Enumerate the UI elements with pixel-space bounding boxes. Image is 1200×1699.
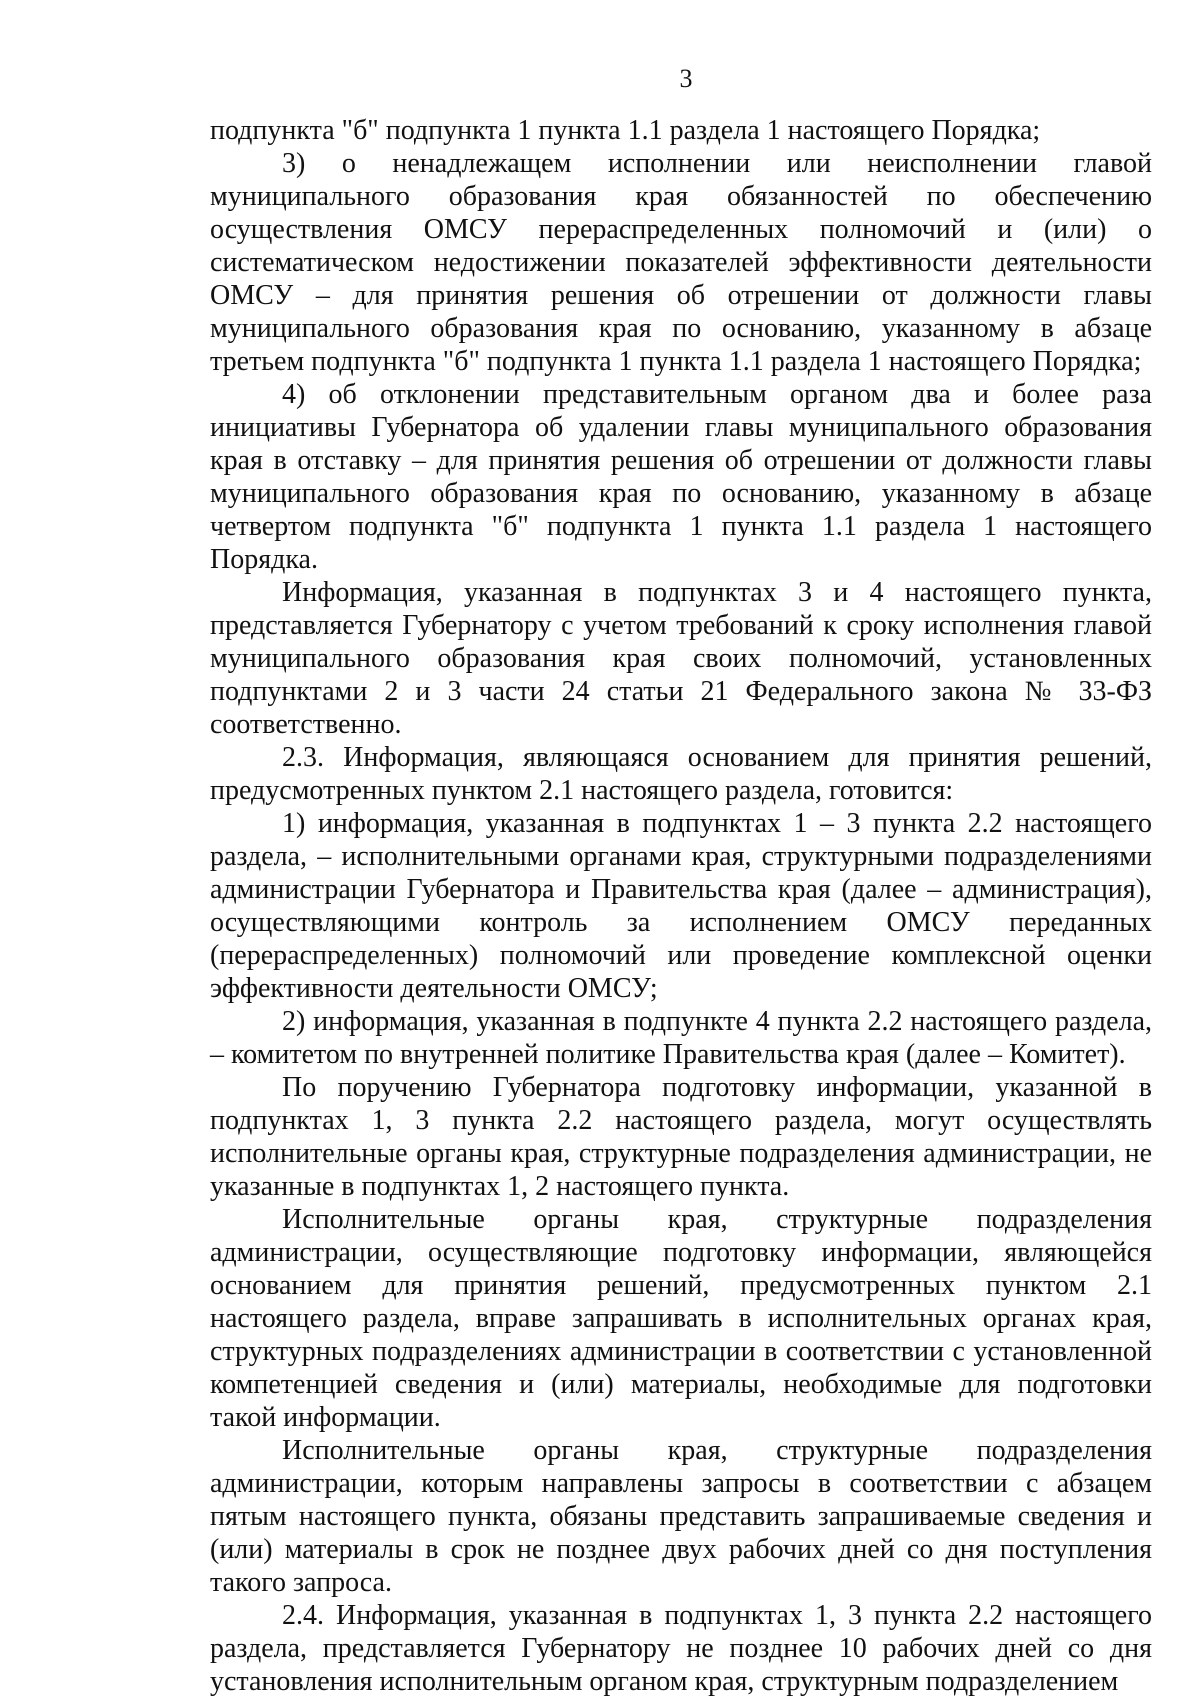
paragraph: 4) об отклонении представительным органом два и более раза инициативы Губернатора об удалении главы муниципального образования края в отставку – для принятия решения об отрешении от должности главы муниципального образования края по основанию, указанному в абзаце четвертом подпункта "б" подпункта 1 пункта 1.1 раздела 1 настоящего Порядка. xyxy=(210,379,1152,575)
document-body xyxy=(210,114,1152,1698)
paragraph: 3) о ненадлежащем исполнении или неисполнении главой муниципального образования края обязанностей по обеспечению осуществления ОМСУ перераспределенных полномочий и (или) о систематическом недостижении показателей эффективности деятельности ОМСУ – для принятия решения об отрешении от должности главы муниципального образования края по основанию, указанному в абзаце третьем подпункта "б" подпункта 1 пункта 1.1 раздела 1 настоящего Порядка; xyxy=(210,148,1152,377)
paragraph: 2.3. Информация, являющаяся основанием для принятия решений, предусмотренных пунктом 2.1 настоящего раздела, готовится: xyxy=(210,742,1152,806)
paragraph: 2.4. Информация, указанная в подпунктах 1, 3 пункта 2.2 настоящего раздела, представляется Губернатору не позднее 10 рабочих дней со дня установления исполнительным органом края, структурным подразделением xyxy=(210,1600,1152,1697)
paragraph: Исполнительные органы края, структурные подразделения администрации, которым направлены запросы в соответствии с абзацем пятым настоящего пункта, обязаны представить запрашиваемые сведения и (или) материалы в срок не позднее двух рабочих дней со дня поступления такого запроса. xyxy=(210,1435,1152,1598)
paragraph: По поручению Губернатора подготовку информации, указанной в подпунктах 1, 3 пункта 2.2 настоящего раздела, могут осуществлять исполнительные органы края, структурные подразделения администрации, не указанные в подпунктах 1, 2 настоящего пункта. xyxy=(210,1072,1152,1202)
page-number: 3 xyxy=(679,64,693,93)
paragraph: Исполнительные органы края, структурные подразделения администрации, осуществляющие подготовку информации, являющейся основанием для принятия решений, предусмотренных пунктом 2.1 настоящего раздела, вправе запрашивать в исполнительных органах края, структурных подразделениях администрации в соответствии с установленной компетенцией сведения и (или) материалы, необходимые для подготовки такой информации. xyxy=(210,1204,1152,1433)
paragraph: Информация, указанная в подпунктах 3 и 4 настоящего пункта, представляется Губернатору с учетом требований к сроку исполнения главой муниципального образования края своих полномочий, установленных подпунктами 2 и 3 части 24 статьи 21 Федерального закона № 33-ФЗ соответственно. xyxy=(210,577,1152,740)
paragraph: 1) информация, указанная в подпунктах 1 – 3 пункта 2.2 настоящего раздела, – исполнительными органами края, структурными подразделениями администрации Губернатора и Правительства края (далее – администрация), осуществляющими контроль за исполнением ОМСУ переданных (перераспределенных) полномочий или проведение комплексной оценки эффективности деятельности ОМСУ; xyxy=(210,808,1152,1004)
paragraph: подпункта "б" подпункта 1 пункта 1.1 раздела 1 настоящего Порядка; xyxy=(210,115,1041,146)
paragraph: 2) информация, указанная в подпункте 4 пункта 2.2 настоящего раздела, – комитетом по внутренней политике Правительства края (далее – Комитет). xyxy=(210,1006,1152,1070)
